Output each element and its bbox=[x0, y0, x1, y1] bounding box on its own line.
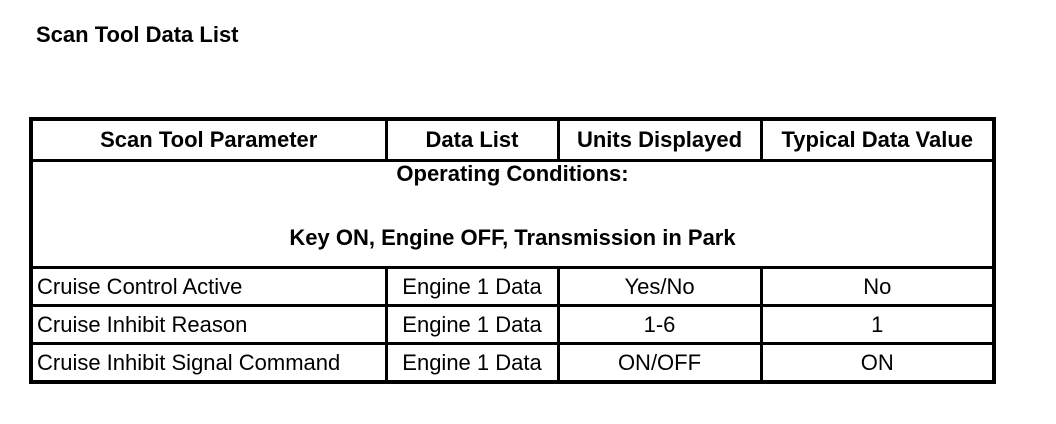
cell-typical-value: 1 bbox=[761, 306, 994, 344]
header-typical-data-value: Typical Data Value bbox=[761, 119, 994, 161]
cell-parameter: Cruise Inhibit Reason bbox=[31, 306, 386, 344]
table-row bbox=[31, 344, 994, 383]
cell-units: 1-6 bbox=[558, 306, 761, 344]
page-title: Scan Tool Data List bbox=[36, 22, 239, 47]
table-row bbox=[31, 306, 994, 344]
cell-data-list: Engine 1 Data bbox=[386, 344, 558, 383]
cell-parameter: Cruise Inhibit Signal Command bbox=[31, 344, 386, 383]
operating-conditions-row bbox=[31, 161, 994, 268]
cell-data-list: Engine 1 Data bbox=[386, 306, 558, 344]
cell-units: Yes/No bbox=[558, 268, 761, 306]
cell-parameter: Cruise Control Active bbox=[31, 268, 386, 306]
scan-tool-data-table bbox=[29, 117, 996, 384]
header-scan-tool-parameter: Scan Tool Parameter bbox=[31, 119, 386, 161]
operating-conditions-value: Key ON, Engine OFF, Transmission in Park bbox=[289, 225, 736, 250]
header-units-displayed: Units Displayed bbox=[558, 119, 761, 161]
operating-conditions-label: Operating Conditions: bbox=[396, 161, 629, 186]
table-row bbox=[31, 268, 994, 306]
header-data-list: Data List bbox=[386, 119, 558, 161]
operating-conditions-cell bbox=[31, 161, 994, 268]
table-header-row bbox=[31, 119, 994, 161]
cell-data-list: Engine 1 Data bbox=[386, 268, 558, 306]
cell-typical-value: ON bbox=[761, 344, 994, 383]
cell-units: ON/OFF bbox=[558, 344, 761, 383]
cell-typical-value: No bbox=[761, 268, 994, 306]
